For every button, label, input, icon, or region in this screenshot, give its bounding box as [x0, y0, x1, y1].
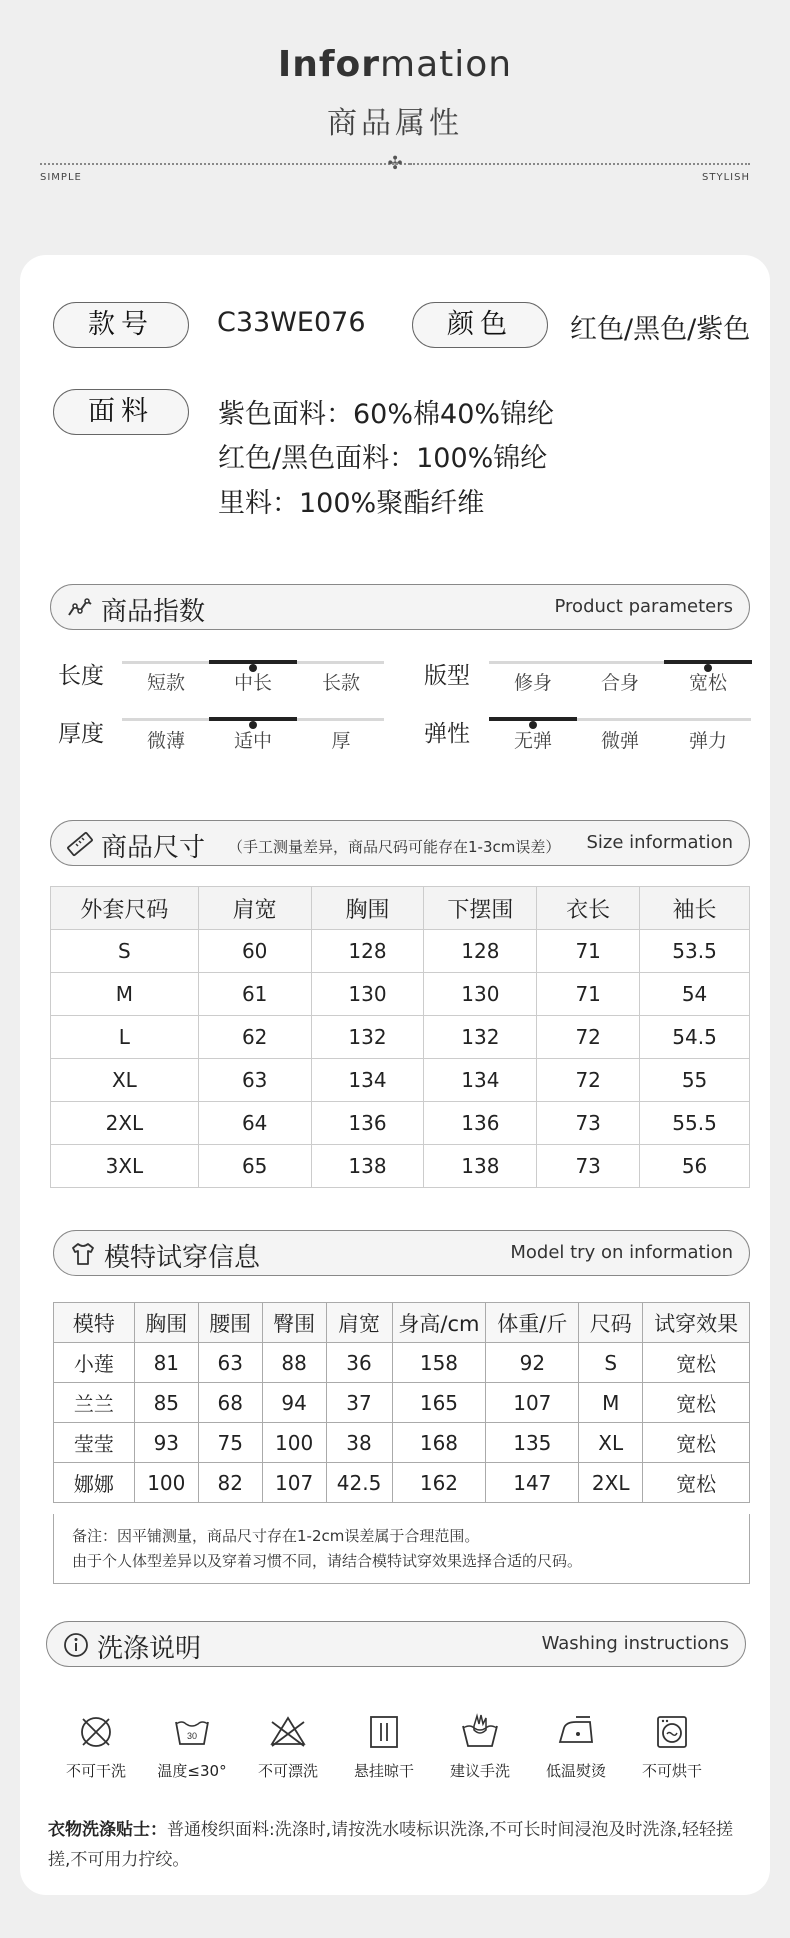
- table-header-cell: 下摆围: [424, 887, 537, 930]
- table-cell: 128: [311, 930, 424, 973]
- table-header-cell: 尺码: [579, 1303, 643, 1343]
- param-label-thickness: 厚度: [58, 721, 104, 747]
- param-option: 合身: [600, 672, 639, 694]
- table-header-cell: 胸围: [134, 1303, 198, 1343]
- table-cell: 138: [424, 1145, 537, 1188]
- info-icon: [63, 1632, 89, 1658]
- wash-label: 低温熨烫: [545, 1762, 606, 1780]
- table-cell: L: [51, 1016, 199, 1059]
- table-cell: 135: [486, 1423, 579, 1463]
- table-cell: 128: [424, 930, 537, 973]
- washing-instructions-en: Washing instructions: [541, 1633, 729, 1654]
- table-cell: 136: [311, 1102, 424, 1145]
- param-option: 中长: [233, 672, 272, 694]
- table-cell: 85: [134, 1383, 198, 1423]
- information-title: Information: [277, 44, 513, 85]
- table-header-cell: 衣长: [537, 887, 640, 930]
- table-cell: 61: [198, 973, 311, 1016]
- table-cell: 168: [392, 1423, 486, 1463]
- wash-item: [336, 1712, 432, 1781]
- param-option: 短款: [146, 672, 185, 694]
- wash-item: [432, 1712, 528, 1781]
- table-cell: 2XL: [579, 1463, 643, 1503]
- product-parameters-title: 商品指数: [101, 597, 206, 627]
- table-row: [54, 1423, 750, 1463]
- table-row: [51, 1102, 750, 1145]
- table-header-cell: 肩宽: [198, 887, 311, 930]
- model-table: [53, 1302, 750, 1503]
- table-cell: 93: [134, 1423, 198, 1463]
- table-header-cell: 模特: [54, 1303, 135, 1343]
- table-cell: 63: [198, 1059, 311, 1102]
- table-cell: 兰兰: [54, 1383, 135, 1423]
- ruler-icon: [67, 831, 93, 857]
- fabric-line: 里料：100%聚酯纤维: [218, 488, 485, 519]
- table-cell: 2XL: [51, 1102, 199, 1145]
- wash-item: [144, 1712, 240, 1781]
- param-option: 微薄: [146, 730, 185, 752]
- table-cell: 107: [262, 1463, 326, 1503]
- table-cell: 136: [424, 1102, 537, 1145]
- param-option: 宽松: [688, 672, 727, 694]
- table-cell: 73: [537, 1145, 640, 1188]
- wash-item: [624, 1712, 720, 1781]
- wash-label: 不可漂洗: [257, 1762, 318, 1780]
- table-cell: 130: [311, 973, 424, 1016]
- model-note: [53, 1514, 750, 1584]
- wash-30-icon: [172, 1712, 212, 1752]
- hang-dry-icon: [364, 1712, 404, 1752]
- table-header-row: [51, 887, 750, 930]
- param-label-elasticity: 弹性: [424, 721, 470, 747]
- table-cell: 38: [326, 1423, 392, 1463]
- table-cell: 134: [311, 1059, 424, 1102]
- table-cell: 134: [424, 1059, 537, 1102]
- table-header-cell: 试穿效果: [643, 1303, 750, 1343]
- table-cell: 100: [262, 1423, 326, 1463]
- param-option: 无弹: [513, 730, 552, 752]
- table-cell: S: [579, 1343, 643, 1383]
- param-option: 厚: [331, 730, 351, 752]
- table-cell: XL: [51, 1059, 199, 1102]
- no-tumble-dry-icon: [652, 1712, 692, 1752]
- param-option: 修身: [513, 672, 552, 694]
- table-cell: 54: [640, 973, 750, 1016]
- table-cell: 64: [198, 1102, 311, 1145]
- style-number-label: 款号: [53, 302, 189, 348]
- model-try-on-en: Model try on information: [510, 1242, 733, 1263]
- table-row: [51, 973, 750, 1016]
- table-header-cell: 体重/斤: [486, 1303, 579, 1343]
- fabric-line: 红色/黑色面料：100%锦纶: [218, 443, 548, 474]
- table-cell: 68: [198, 1383, 262, 1423]
- param-option: 弹力: [688, 730, 727, 752]
- table-header-cell: 身高/cm: [392, 1303, 486, 1343]
- table-cell: 132: [424, 1016, 537, 1059]
- model-note-line: 由于个人体型差异以及穿着习惯不同，请结合模特试穿效果选择合适的尺码。: [72, 1552, 583, 1570]
- table-cell: 71: [537, 930, 640, 973]
- table-row: [51, 930, 750, 973]
- washing-instructions-title: 洗涤说明: [97, 1634, 202, 1664]
- fabric-label: 面料: [53, 389, 189, 435]
- simple-tag: SIMPLE: [40, 172, 82, 183]
- page-header: [0, 0, 790, 240]
- table-cell: 宽松: [643, 1423, 750, 1463]
- style-number-value: C33WE076: [217, 307, 366, 338]
- table-cell: M: [51, 973, 199, 1016]
- no-bleach-icon: [268, 1712, 308, 1752]
- table-cell: 73: [537, 1102, 640, 1145]
- table-cell: 莹莹: [54, 1423, 135, 1463]
- divider-left: [40, 163, 410, 165]
- table-row: [54, 1383, 750, 1423]
- divider-right: [410, 163, 750, 165]
- size-info-note: （手工测量差异，商品尺码可能存在1-3cm误差）: [228, 838, 561, 856]
- stylish-tag: STYLISH: [702, 172, 750, 183]
- wash-label: 不可干洗: [65, 1762, 126, 1780]
- washing-instructions-header: [46, 1621, 746, 1667]
- model-try-on-title: 模特试穿信息: [104, 1243, 261, 1273]
- trend-icon: [67, 595, 93, 621]
- hand-wash-icon: [460, 1712, 500, 1752]
- table-cell: 147: [486, 1463, 579, 1503]
- table-cell: 宽松: [643, 1343, 750, 1383]
- table-cell: 53.5: [640, 930, 750, 973]
- table-cell: 130: [424, 973, 537, 1016]
- table-header-cell: 臀围: [262, 1303, 326, 1343]
- table-cell: 宽松: [643, 1463, 750, 1503]
- low-iron-icon: [556, 1712, 596, 1752]
- table-cell: S: [51, 930, 199, 973]
- wash-label: 悬挂晾干: [353, 1762, 414, 1780]
- table-row: [54, 1343, 750, 1383]
- table-cell: 81: [134, 1343, 198, 1383]
- table-cell: 82: [198, 1463, 262, 1503]
- table-cell: M: [579, 1383, 643, 1423]
- table-cell: 100: [134, 1463, 198, 1503]
- table-header-cell: 肩宽: [326, 1303, 392, 1343]
- table-cell: 55: [640, 1059, 750, 1102]
- table-cell: 158: [392, 1343, 486, 1383]
- size-info-en: Size information: [586, 832, 733, 853]
- param-label-fit: 版型: [424, 663, 470, 689]
- table-header-row: [54, 1303, 750, 1343]
- param-option: 长款: [321, 672, 360, 694]
- table-cell: 60: [198, 930, 311, 973]
- product-attributes-title: 商品属性: [327, 106, 463, 141]
- table-row: [54, 1463, 750, 1503]
- table-cell: 54.5: [640, 1016, 750, 1059]
- model-try-on-header: [53, 1230, 750, 1276]
- no-dry-clean-icon: [76, 1712, 116, 1752]
- table-cell: 94: [262, 1383, 326, 1423]
- table-cell: 162: [392, 1463, 486, 1503]
- washing-tip: [48, 1815, 753, 1875]
- table-cell: 88: [262, 1343, 326, 1383]
- table-cell: 娜娜: [54, 1463, 135, 1503]
- table-cell: 42.5: [326, 1463, 392, 1503]
- model-note-line: 备注：因平铺测量，商品尺寸存在1-2cm误差属于合理范围。: [72, 1527, 480, 1545]
- table-cell: XL: [579, 1423, 643, 1463]
- washing-tip-label: 衣物洗涤贴士：: [48, 1820, 167, 1840]
- table-cell: 72: [537, 1016, 640, 1059]
- table-header-cell: 腰围: [198, 1303, 262, 1343]
- table-cell: 62: [198, 1016, 311, 1059]
- table-cell: 宽松: [643, 1383, 750, 1423]
- table-header-cell: 袖长: [640, 887, 750, 930]
- table-cell: 36: [326, 1343, 392, 1383]
- wash-label: 建议手洗: [449, 1762, 510, 1780]
- table-cell: 65: [198, 1145, 311, 1188]
- table-cell: 55.5: [640, 1102, 750, 1145]
- product-parameters-en: Product parameters: [554, 596, 733, 617]
- size-info-header: [50, 820, 750, 866]
- fabric-line: 紫色面料：60%棉40%锦纶: [218, 399, 555, 430]
- table-cell: 138: [311, 1145, 424, 1188]
- table-cell: 72: [537, 1059, 640, 1102]
- wash-item: [528, 1712, 624, 1781]
- table-cell: 63: [198, 1343, 262, 1383]
- svg-text:30: 30: [186, 1731, 198, 1741]
- table-row: [51, 1145, 750, 1188]
- table-cell: 132: [311, 1016, 424, 1059]
- table-header-cell: 胸围: [311, 887, 424, 930]
- table-row: [51, 1016, 750, 1059]
- table-cell: 3XL: [51, 1145, 199, 1188]
- wash-item: [48, 1712, 144, 1781]
- table-header-cell: 外套尺码: [51, 887, 199, 930]
- color-value: 红色/黑色/紫色: [570, 314, 751, 345]
- product-parameters-header: [50, 584, 750, 630]
- table-cell: 小莲: [54, 1343, 135, 1383]
- table-cell: 75: [198, 1423, 262, 1463]
- table-cell: 107: [486, 1383, 579, 1423]
- table-cell: 71: [537, 973, 640, 1016]
- wash-item: [240, 1712, 336, 1781]
- table-cell: 56: [640, 1145, 750, 1188]
- wash-label: 不可烘干: [641, 1762, 702, 1780]
- table-cell: 92: [486, 1343, 579, 1383]
- shirt-icon: [70, 1241, 96, 1267]
- wash-label: 温度≤30°: [157, 1762, 227, 1780]
- table-cell: 37: [326, 1383, 392, 1423]
- size-table: [50, 886, 750, 1188]
- table-cell: 165: [392, 1383, 486, 1423]
- param-option: 微弹: [600, 730, 639, 752]
- param-option: 适中: [233, 730, 272, 752]
- param-label-length: 长度: [58, 663, 104, 689]
- cross-ornament-icon: ✣: [387, 153, 403, 174]
- size-info-title: 商品尺寸: [101, 833, 206, 863]
- washing-tip-text: 普通梭织面料:洗涤时,请按洗水唛标识洗涤,不可长时间浸泡及时洗涤,轻轻搓搓,不可用力拧绞。: [48, 1820, 733, 1870]
- color-label: 颜色: [412, 302, 548, 348]
- table-row: [51, 1059, 750, 1102]
